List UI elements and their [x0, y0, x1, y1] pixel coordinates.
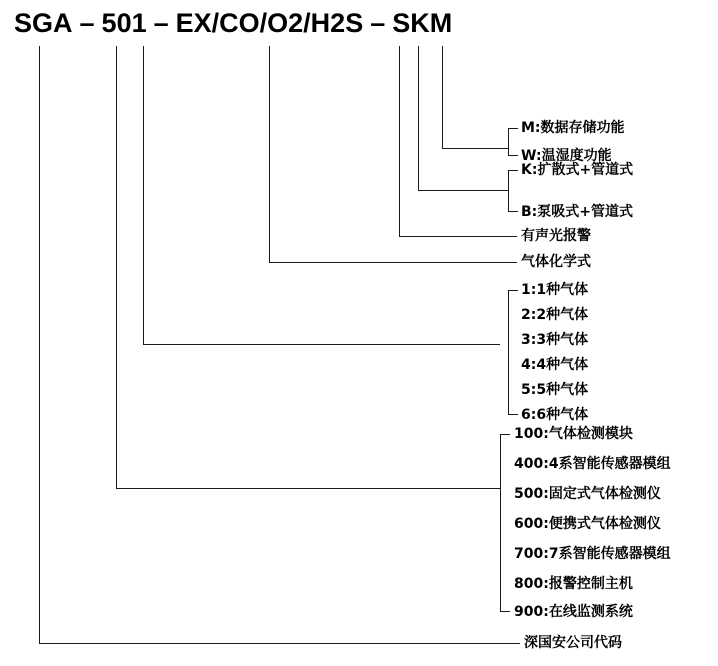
leader-storage-vertical [442, 46, 443, 148]
series-item-600: 600:便携式气体检测仪 [514, 516, 661, 532]
leader-sampling-vertical [418, 46, 419, 190]
code-dash-2: – [153, 8, 169, 38]
leader-sampling-horizontal [418, 190, 508, 191]
code-dash-1: – [79, 8, 95, 38]
sampling-item-b: B:泵吸式+管道式 [521, 204, 633, 220]
company-code-label: 深国安公司代码 [524, 635, 622, 651]
leader-gascount-vertical [143, 46, 144, 344]
storage-function-bracket [508, 128, 509, 156]
code-dash-3: – [370, 8, 386, 38]
storage-item-m: M:数据存储功能 [521, 120, 625, 136]
gas-count-bracket [508, 290, 509, 415]
gas-chemical-label: 气体化学式 [521, 254, 591, 270]
model-code-row [14, 8, 452, 39]
series-bracket [500, 434, 501, 612]
series-item-800: 800:报警控制主机 [514, 576, 633, 592]
alarm-label: 有声光报警 [521, 228, 591, 244]
code-segment-501: 501 [101, 8, 147, 38]
sampling-type-bracket [508, 170, 509, 212]
code-segment-s: S [392, 8, 411, 38]
series-item-900: 900:在线监测系统 [514, 604, 633, 620]
series-item-500: 500:固定式气体检测仪 [514, 486, 661, 502]
code-segment-k: K [410, 8, 430, 38]
leader-alarm-vertical [399, 46, 400, 236]
gas-count-item-3: 3:3种气体 [521, 332, 589, 348]
sampling-item-k: K:扩散式+管道式 [521, 162, 634, 178]
series-item-100: 100:气体检测模块 [514, 426, 633, 442]
code-segment-gases: EX/CO/O2/H2S [175, 8, 364, 38]
storage-item-w: W:温湿度功能 [521, 148, 612, 164]
leader-gaschem-vertical [269, 46, 270, 262]
leader-sga-vertical [39, 46, 40, 643]
code-segment-sga: SGA [14, 8, 73, 38]
gas-count-item-1: 1:1种气体 [521, 282, 589, 298]
leader-series-vertical [116, 46, 117, 488]
gas-count-item-6: 6:6种气体 [521, 407, 589, 423]
series-item-400: 400:4系智能传感器模组 [514, 456, 671, 472]
gas-count-item-2: 2:2种气体 [521, 307, 589, 323]
leader-gaschem-horizontal [269, 262, 517, 263]
leader-sga-horizontal [39, 643, 520, 644]
code-segment-m: M [429, 8, 453, 38]
series-item-700: 700:7系智能传感器模组 [514, 546, 671, 562]
leader-alarm-horizontal [399, 236, 517, 237]
gas-count-item-4: 4:4种气体 [521, 357, 589, 373]
leader-storage-horizontal [442, 148, 508, 149]
leader-series-horizontal [116, 488, 500, 489]
leader-gascount-horizontal [143, 344, 500, 345]
gas-count-item-5: 5:5种气体 [521, 382, 589, 398]
